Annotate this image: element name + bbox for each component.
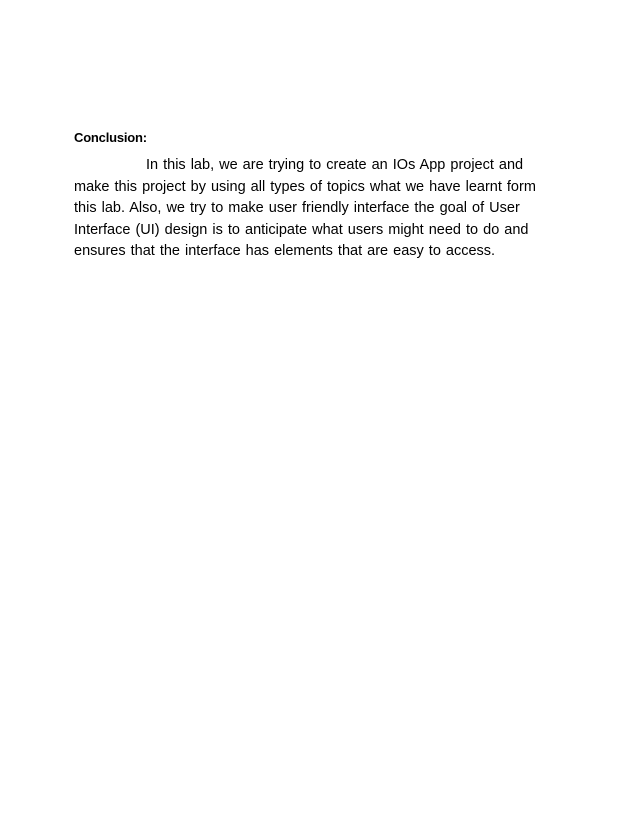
paragraph-line: In this lab, we are trying to create an IOs App project and [146, 157, 524, 173]
paragraph-line: this lab. Also, we try to make user friendly interface the goal of User [74, 200, 520, 216]
conclusion-paragraph [74, 155, 552, 263]
paragraph-line: ensures that the interface has elements that are easy to access. [74, 243, 496, 259]
paragraph-line: Interface (UI) design is to anticipate what users might need to do and [74, 221, 529, 238]
paragraph-line: make this project by using all types of topics what we have learnt form [74, 178, 536, 195]
section-heading: Conclusion: [74, 130, 147, 145]
